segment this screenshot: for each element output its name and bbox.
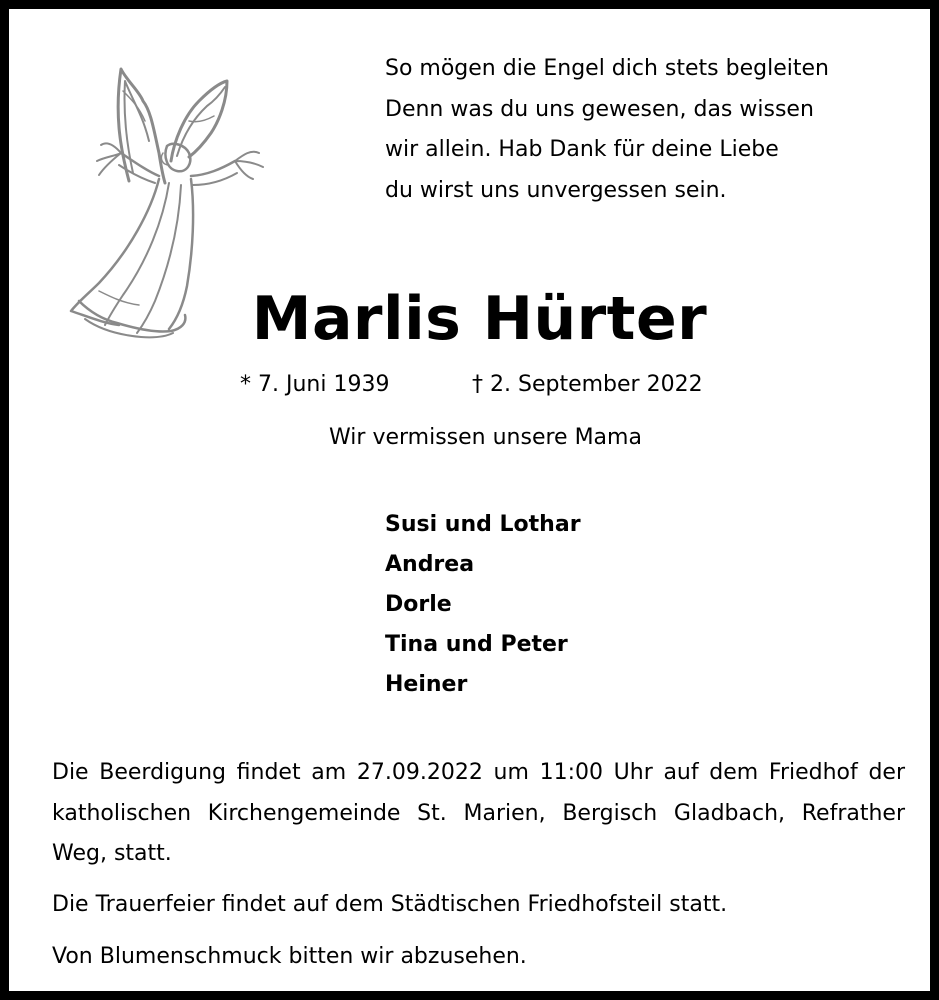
birth-date: * 7. Juni 1939 xyxy=(240,372,390,397)
mourner-name: Dorle xyxy=(385,592,452,617)
poem xyxy=(385,49,905,211)
deceased-name-row xyxy=(9,279,939,359)
ceremony-notice: Die Trauerfeier findet auf dem Städtischen Friedhofsteil statt. xyxy=(52,892,728,917)
poem-line: du wirst uns unvergessen sein. xyxy=(385,177,727,203)
poem-line: wir allein. Hab Dank für deine Liebe xyxy=(385,137,779,162)
funeral-notice: Die Beerdigung findet am 27.09.2022 um 11:00 Uhr auf dem Friedhof der katholischen Kirchengemeinde St. Marien, Bergisch Gladbach, Refrather Weg, statt. xyxy=(52,760,905,866)
mourner-name: Andrea xyxy=(385,552,475,577)
deceased-name: Marlis Hürter xyxy=(251,284,708,354)
family-message: Wir vermissen unsere Mama xyxy=(329,425,642,450)
mourners-list xyxy=(385,505,581,705)
flowers-notice: Von Blumenschmuck bitten wir abzusehen. xyxy=(52,944,527,969)
death-date: † 2. September 2022 xyxy=(472,372,703,397)
life-dates xyxy=(9,369,939,403)
mourner-name: Susi und Lothar xyxy=(385,512,581,537)
poem-line: Denn was du uns gewesen, das wissen xyxy=(385,96,814,122)
mourner-name: Tina und Peter xyxy=(385,632,568,657)
poem-line: So mögen die Engel dich stets begleiten xyxy=(385,56,829,81)
mourner-name: Heiner xyxy=(385,672,468,697)
